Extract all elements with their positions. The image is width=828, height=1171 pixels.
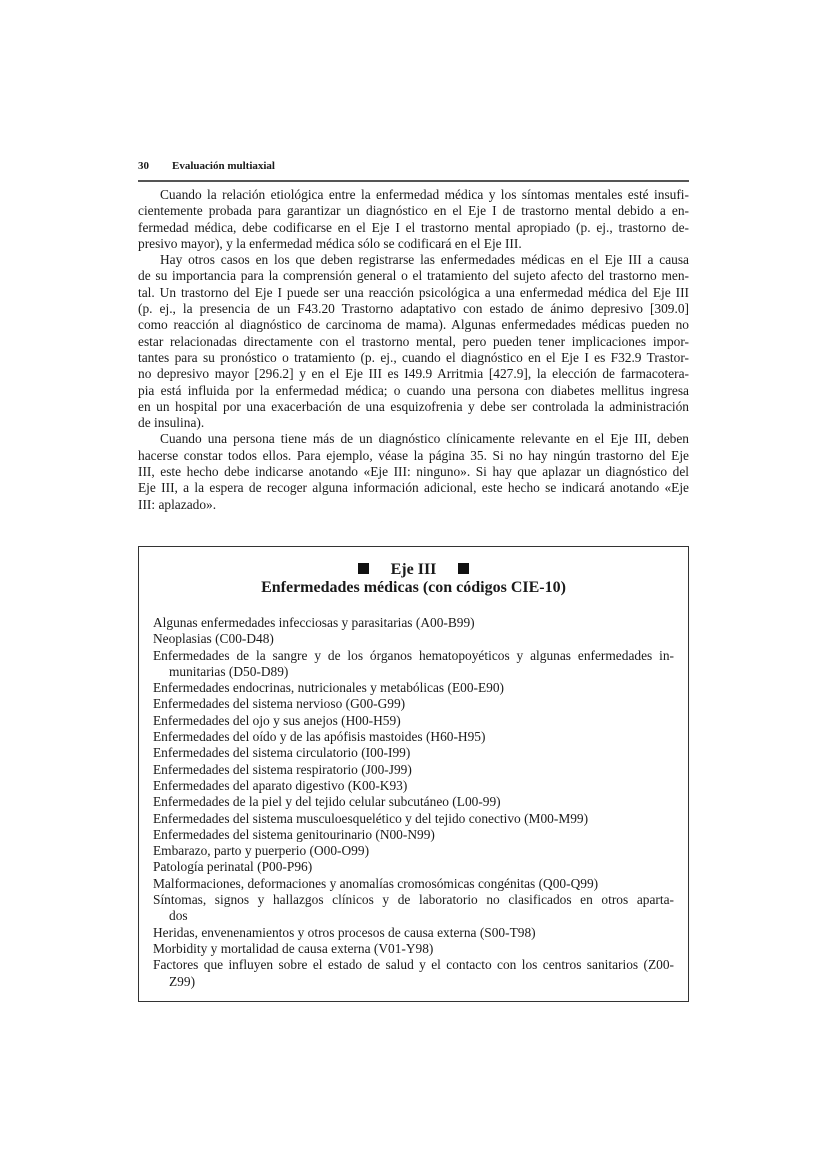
list-item-text: Z99) xyxy=(169,973,196,989)
list-item xyxy=(153,811,674,827)
list-item-text: Enfermedades del sistema circulatorio (I00-I99) xyxy=(153,745,411,761)
list-item-text: Heridas, envenenamientos y otros procesos de causa externa (S00-T98) xyxy=(153,924,536,940)
text-line: hacerse constar todos ellos. Para ejemplo, véase la página 35. Si no hay ningún trastorno del Eje xyxy=(138,447,689,463)
square-bullet-icon xyxy=(458,563,469,574)
list-item xyxy=(153,762,674,778)
text-line: tal. Un trastorno del Eje I puede ser una reacción psicológica a una enfermedad médica del Eje III xyxy=(138,284,689,300)
text-line: Cuando una persona tiene más de un diagnóstico clínicamente relevante en el Eje III, deben xyxy=(160,431,689,447)
running-header xyxy=(138,160,689,172)
header-rule xyxy=(138,180,689,182)
text-line: presivo mayor), y la enfermedad médica sólo se codificará en el Eje III. xyxy=(138,235,522,251)
body-text xyxy=(138,187,689,513)
list-item-text: dos xyxy=(169,908,188,924)
list-item-text: Factores que influyen sobre el estado de salud y el contacto con los centros sanitarios (Z00- xyxy=(153,957,674,973)
list-item-text: Algunas enfermedades infecciosas y parasitarias (A00-B99) xyxy=(153,615,475,630)
list-item xyxy=(153,615,674,631)
list-item xyxy=(153,843,674,859)
list-item xyxy=(153,745,674,761)
list-item xyxy=(153,925,674,941)
list-item-text: Neoplasias (C00-D48) xyxy=(153,631,274,647)
list-item xyxy=(153,713,674,729)
text-line: Eje III, a la espera de recoger alguna información adicional, este hecho se indicará anotando «Eje xyxy=(138,480,689,496)
list-item-text: munitarias (D50-D89) xyxy=(169,663,289,679)
list-item-text: Morbidity y mortalidad de causa externa (V01-Y98) xyxy=(153,940,434,956)
list-item-text: Patología perinatal (P00-P96) xyxy=(153,859,313,875)
list-item-text: Enfermedades del oído y de las apófisis mastoides (H60-H95) xyxy=(153,729,486,745)
paragraph xyxy=(138,252,689,431)
text-line: (p. ej., la presencia de un F43.20 Trastorno adaptativo con estado de ánimo depresivo [309.0] xyxy=(138,301,689,317)
text-line: estar relacionadas directamente con el trastorno mental, pero pueden tener implicaciones impor- xyxy=(138,333,689,349)
list-item xyxy=(153,876,674,892)
box-title xyxy=(139,561,688,579)
list-item xyxy=(153,957,674,990)
list-item-text: Enfermedades de la piel y del tejido celular subcutáneo (L00-99) xyxy=(153,794,501,810)
text-line: como reacción al diagnóstico de carcinoma de mama). Algunas enfermedades médicas pueden no xyxy=(138,317,689,333)
list-item xyxy=(153,892,674,925)
page-number: 30 xyxy=(138,160,149,172)
list-item-text: Síntomas, signos y hallazgos clínicos y de laboratorio no clasificados en otros aparta- xyxy=(153,892,674,908)
text-line: Hay otros casos en los que deben registrarse las enfermedades médicas en el Eje III a causa xyxy=(160,252,689,268)
list-item xyxy=(153,729,674,745)
paragraph xyxy=(138,187,689,252)
list-item xyxy=(153,696,674,712)
list-item xyxy=(153,794,674,810)
list-item xyxy=(153,631,674,647)
list-item xyxy=(153,827,674,843)
list-item xyxy=(153,859,674,875)
list-item-text: Enfermedades endocrinas, nutricionales y metabólicas (E00-E90) xyxy=(153,680,505,696)
list-item-text: Enfermedades del sistema genitourinario (N00-N99) xyxy=(153,826,435,842)
text-line: de su importancia para la comprensión general o el tratamiento del sujeto afecto del trastorno men- xyxy=(138,268,689,284)
list-item-text: Enfermedades del sistema nervioso (G00-G99) xyxy=(153,696,406,712)
list-item xyxy=(153,680,674,696)
disease-list xyxy=(153,615,674,990)
text-line: cientemente probada para garantizar un diagnóstico en el Eje I de trastorno mental debido a en- xyxy=(138,203,689,219)
paragraph xyxy=(138,431,689,512)
list-item-text: Malformaciones, deformaciones y anomalías cromosómicas congénitas (Q00-Q99) xyxy=(153,875,599,891)
text-line: Cuando la relación etiológica entre la enfermedad médica y los síntomas mentales esté insufi- xyxy=(160,187,689,202)
list-item xyxy=(153,778,674,794)
box-title-text: Eje III xyxy=(390,561,437,578)
square-bullet-icon xyxy=(358,563,369,574)
text-line: en un hospital por una exacerbación de una esquizofrenia y debe ser controlada la administración xyxy=(138,398,689,414)
axis-iii-box xyxy=(138,546,689,1002)
box-subtitle: Enfermedades médicas (con códigos CIE-10) xyxy=(261,579,566,596)
list-item-text: Enfermedades del ojo y sus anejos (H00-H59) xyxy=(153,712,401,728)
text-line: III, este hecho debe indicarse anotando «Eje III: ninguno». Si hay que aplazar un diagnóstico del xyxy=(138,464,689,480)
list-item-text: Enfermedades del aparato digestivo (K00-K93) xyxy=(153,777,408,793)
list-item xyxy=(153,648,674,681)
list-item-text: Enfermedades del sistema musculoesquelético y del tejido conectivo (M00-M99) xyxy=(153,810,589,826)
text-line: III: aplazado». xyxy=(138,496,217,512)
list-item-text: Enfermedades de la sangre y de los órganos hematopoyéticos y algunas enfermedades in- xyxy=(153,647,674,663)
text-line: tantes para su pronóstico o tratamiento (p. ej., cuando el diagnóstico en el Eje I es F32.9 Trastor- xyxy=(138,349,689,365)
text-line: no depresivo mayor [296.2] y en el Eje III es I49.9 Arritmia [427.9], la elección de farmacotera- xyxy=(138,366,689,382)
list-item-text: Enfermedades del sistema respiratorio (J00-J99) xyxy=(153,761,412,777)
running-title: Evaluación multiaxial xyxy=(172,160,275,172)
list-item-text: Embarazo, parto y puerperio (O00-O99) xyxy=(153,843,370,859)
text-line: fermedad médica, debe codificarse en el Eje I el trastorno mental apropiado (p. ej., trastorno de- xyxy=(138,219,689,235)
text-line: pia está influida por la enfermedad médica; o cuando una persona con diabetes mellitus ingresa xyxy=(138,382,689,398)
list-item xyxy=(153,941,674,957)
text-line: de insulina). xyxy=(138,415,205,431)
